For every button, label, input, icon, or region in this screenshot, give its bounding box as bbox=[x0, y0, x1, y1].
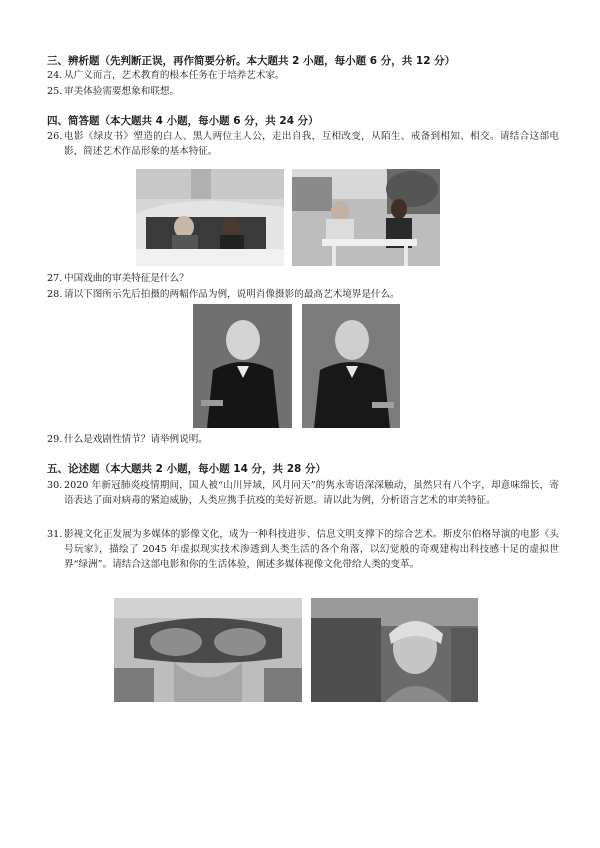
question-text: 从广义而言，艺术教育的根本任务在于培养艺术家。 bbox=[64, 70, 285, 81]
section-heading-3: 三、辨析题（先判断正误，再作简要分析。本大题共 2 小题，每小题 6 分，共 12 分） bbox=[47, 55, 456, 67]
question-text: 电影《绿皮书》塑造的白人、黑人两位主人公，走出自我，互相改变，从陌生、戒备到相知、相交。请结合这部电影，简述艺术作品形象的基本特征。 bbox=[64, 131, 559, 157]
question-number: 24. bbox=[47, 70, 63, 81]
question-text: 中国戏曲的审美特征是什么？ bbox=[64, 273, 189, 284]
question-number: 30. bbox=[47, 480, 63, 491]
question-text: 影视文化正发展为多媒体的影像文化，成为一种科技进步、信息文明支撑下的综合艺术。斯皮尔伯格导演的电影《头号玩家》，描绘了 2045 年虚拟现实技术渗透到人类生活的各个角落，以幻觉般的奇观建构出科技感十足的虚拟世界“绿洲”。请结合这部电影和你的生活体验，阐述多媒体视像文化带给人类的变革。 bbox=[64, 529, 559, 570]
question-24 bbox=[47, 68, 559, 83]
question-number: 31. bbox=[47, 529, 63, 540]
question-text: 审美体验需要想象和联想。 bbox=[64, 86, 180, 97]
question-number: 28. bbox=[47, 289, 63, 300]
question-31 bbox=[47, 527, 559, 572]
question-text: 什么是戏剧性情节？请举例说明。 bbox=[64, 434, 208, 445]
section-heading-5: 五、论述题（本大题共 2 小题，每小题 14 分，共 28 分） bbox=[47, 463, 326, 475]
question-number: 27. bbox=[47, 273, 63, 284]
photo-green-book-car bbox=[136, 169, 284, 266]
question-29 bbox=[47, 432, 559, 447]
photo-portrait-1 bbox=[193, 304, 292, 428]
question-26 bbox=[47, 129, 559, 159]
photo-ready-player-one-vr bbox=[114, 598, 302, 702]
question-28 bbox=[47, 287, 559, 302]
photo-green-book-table bbox=[292, 169, 440, 266]
question-number: 26. bbox=[47, 131, 63, 142]
question-25 bbox=[47, 84, 559, 99]
question-number: 25. bbox=[47, 86, 63, 97]
question-27 bbox=[47, 271, 559, 286]
photo-portrait-2 bbox=[302, 304, 400, 428]
photo-ready-player-one-avatar bbox=[311, 598, 478, 702]
question-number: 29. bbox=[47, 434, 63, 445]
question-30 bbox=[47, 478, 559, 508]
section-heading-4: 四、简答题（本大题共 4 小题，每小题 6 分，共 24 分） bbox=[47, 115, 319, 127]
question-text: 2020 年新冠肺炎疫情期间，国人被“山川异域，风月同天”的隽永寄语深深触动，虽然只有八个字，却意味绵长，寄语表达了面对病毒的紧迫威胁，人类应携手抗疫的美好祈愿。请以此为例，分析语言艺术的审美特征。 bbox=[64, 480, 559, 506]
question-text: 请以下图所示先后拍摄的两幅作品为例，说明肖像摄影的最高艺术境界是什么。 bbox=[64, 289, 400, 300]
